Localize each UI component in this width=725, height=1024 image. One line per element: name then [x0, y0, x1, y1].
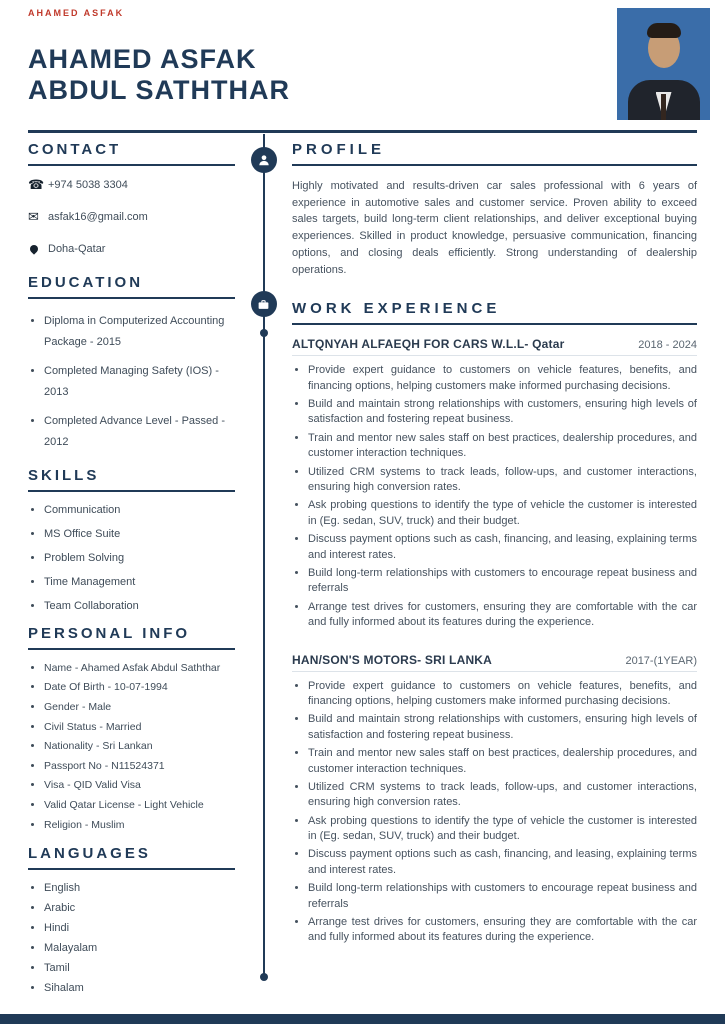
sidebar — [28, 141, 235, 1007]
job-bullet: • Utilized CRM systems to track leads, follow-ups, and customer interactions, ensuring high conversion rates. — [308, 465, 697, 496]
job-bullet: • Provide expert guidance to customers on vehicle features, benefits, and financing options, helping customers make informed purchasing decisions. — [308, 363, 697, 394]
job-bullet: • Utilized CRM systems to track leads, follow-ups, and customer interactions, ensuring high conversion rates. — [308, 780, 697, 811]
job-bullet: • Train and mentor new sales staff on best practices, dealership procedures, and customer interaction techniques. — [308, 431, 697, 462]
job-bullet: • Build and maintain strong relationships with customers, ensuring high levels of satisfaction and fostering repeat business. — [308, 397, 697, 428]
job-bullet: • Discuss payment options such as cash, financing, and leasing, explaining terms and interest rates. — [308, 847, 697, 878]
job-bullet: • Arrange test drives for customers, ensuring they are comfortable with the car and fully informed about its features during the experience. — [308, 600, 697, 631]
contact-item — [28, 242, 235, 255]
job-bullet: • Provide expert guidance to customers on vehicle features, benefits, and financing options, helping customers make informed purchasing decisions. — [308, 679, 697, 710]
skill-item: • Problem Solving — [44, 552, 235, 564]
timeline — [235, 141, 292, 1007]
footer-bar — [0, 1014, 725, 1024]
job-bullet: • Build and maintain strong relationships with customers, ensuring high levels of satisfaction and fostering repeat business. — [308, 712, 697, 743]
education-list — [28, 311, 235, 454]
job-bullets — [292, 679, 697, 946]
job-company: HAN/SON'S MOTORS- SRI LANKA — [292, 652, 493, 667]
profile-title: PROFILE — [292, 141, 697, 166]
education-section — [28, 274, 235, 454]
education-title: EDUCATION — [28, 274, 235, 299]
job-entry — [292, 337, 697, 630]
personal-info-item: • Religion - Muslim — [44, 819, 235, 833]
contact-item — [28, 178, 235, 191]
contact-title: CONTACT — [28, 141, 235, 166]
personal-info-item: • Gender - Male — [44, 701, 235, 715]
header-tag: AHAMED ASFAK — [28, 8, 125, 18]
personal-info-item: • Name - Ahamed Asfak Abdul Saththar — [44, 662, 235, 676]
timeline-line — [263, 134, 265, 979]
job-header — [292, 337, 697, 356]
personal-info-item: • Valid Qatar License - Light Vehicle — [44, 799, 235, 813]
job-bullets — [292, 363, 697, 630]
job-period: 2018 - 2024 — [638, 339, 697, 352]
profile-photo — [617, 8, 710, 120]
personal-info-list — [28, 662, 235, 833]
contact-text: +974 5038 3304 — [48, 178, 128, 191]
personal-info-item: • Civil Status - Married — [44, 721, 235, 735]
contact-text: asfak16@gmail.com — [48, 210, 148, 223]
education-item: • Diploma in Computerized Accounting Package - 2015 — [44, 311, 235, 354]
candidate-name-line1: AHAMED ASFAK — [28, 44, 257, 74]
job-entry — [292, 653, 697, 946]
body — [0, 133, 725, 1007]
job-bullet: • Build long-term relationships with customers to encourage repeat business and referrals — [308, 881, 697, 912]
job-bullet: • Discuss payment options such as cash, financing, and leasing, explaining terms and interest rates. — [308, 532, 697, 563]
languages-title: LANGUAGES — [28, 845, 235, 870]
candidate-name — [28, 44, 290, 107]
job-bullet: • Arrange test drives for customers, ensuring they are comfortable with the car and fully informed about its features during the experience. — [308, 915, 697, 946]
skill-item: • Communication — [44, 504, 235, 516]
languages-section — [28, 845, 235, 994]
main-content — [292, 141, 697, 1007]
personal-info-section — [28, 625, 235, 833]
job-bullet: • Ask probing questions to identify the type of vehicle the customer is interested in (Eg. sedan, SUV, truck) and their budget. — [308, 498, 697, 529]
profile-section — [292, 141, 697, 278]
language-item: • Sihalam — [44, 982, 235, 994]
contact-text: Doha-Qatar — [48, 242, 106, 255]
job-company: ALTQNYAH ALFAEQH FOR CARS W.L.L- Qatar — [292, 337, 565, 352]
skills-list — [28, 504, 235, 612]
skill-item: • MS Office Suite — [44, 528, 235, 540]
personal-info-item: • Passport No - N11524371 — [44, 760, 235, 774]
job-period: 2017-(1YEAR) — [625, 654, 697, 667]
jobs-list — [292, 337, 697, 946]
skill-item: • Team Collaboration — [44, 600, 235, 612]
personal-info-title: PERSONAL INFO — [28, 625, 235, 650]
language-item: • Arabic — [44, 902, 235, 914]
work-experience-title: WORK EXPERIENCE — [292, 300, 697, 325]
timeline-dot — [260, 329, 268, 337]
personal-info-item: • Nationality - Sri Lankan — [44, 740, 235, 754]
language-item: • Malayalam — [44, 942, 235, 954]
personal-info-item: • Date Of Birth - 10-07-1994 — [44, 681, 235, 695]
language-item: • Tamil — [44, 962, 235, 974]
photo-tie — [661, 94, 666, 120]
skills-title: SKILLS — [28, 467, 235, 492]
job-bullet: • Train and mentor new sales staff on best practices, dealership procedures, and customer interaction techniques. — [308, 746, 697, 777]
education-item: • Completed Advance Level - Passed - 2012 — [44, 411, 235, 454]
header-text — [28, 8, 290, 107]
language-item: • Hindi — [44, 922, 235, 934]
location-icon — [28, 242, 48, 255]
contact-section — [28, 141, 235, 255]
person-icon — [251, 147, 277, 173]
education-item: • Completed Managing Safety (IOS) - 2013 — [44, 361, 235, 404]
skills-section — [28, 467, 235, 612]
photo-hair — [647, 23, 681, 38]
candidate-name-line2: ABDUL SATHTHAR — [28, 75, 290, 106]
timeline-dot — [260, 973, 268, 981]
header — [0, 0, 725, 126]
personal-info-item: • Visa - QID Valid Visa — [44, 779, 235, 793]
contact-item — [28, 210, 235, 223]
contact-list — [28, 178, 235, 255]
language-item: • English — [44, 882, 235, 894]
email-icon — [28, 210, 48, 223]
phone-icon — [28, 178, 48, 191]
work-experience-section — [292, 300, 697, 946]
job-bullet: • Ask probing questions to identify the type of vehicle the customer is interested in (Eg. sedan, SUV, truck) and their budget. — [308, 814, 697, 845]
job-header — [292, 653, 697, 672]
job-bullet: • Build long-term relationships with customers to encourage repeat business and referrals — [308, 566, 697, 597]
skill-item: • Time Management — [44, 576, 235, 588]
profile-text: Highly motivated and results-driven car sales professional with 6 years of experience in automotive sales and customer service. Proven ability to exceed sales targets, build long-term client relationships, and deliver exceptional buying experiences. Skilled in product knowledge, persuasive communication, financing options, and closing deals efficiently. Strong understanding of dealership operations. — [292, 180, 697, 276]
briefcase-icon — [251, 291, 277, 317]
languages-list — [28, 882, 235, 994]
